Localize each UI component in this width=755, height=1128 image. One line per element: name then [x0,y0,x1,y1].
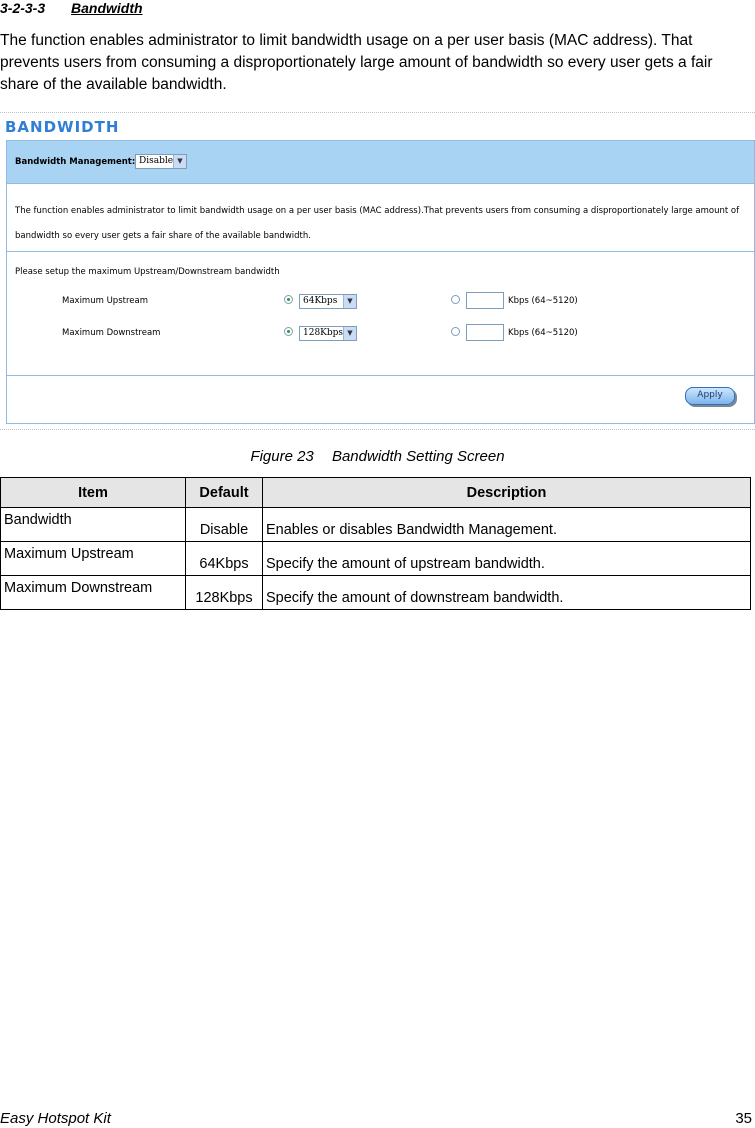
downstream-select[interactable] [299,326,357,341]
table-row [1,542,751,576]
downstream-select-value: 128Kbps [303,328,344,338]
bandwidth-items-table [0,477,751,610]
section-title: Bandwidth [71,0,143,16]
section-number: 3-2-3-3 [0,0,46,16]
upstream-preset-radio[interactable] [284,295,293,304]
upstream-custom-radio[interactable] [451,295,460,304]
downstream-unit: Kbps (64~5120) [508,328,578,338]
upstream-unit: Kbps (64~5120) [508,296,578,306]
downstream-custom-radio[interactable] [451,327,460,336]
management-select[interactable] [135,154,187,169]
cell-default: 64Kbps [186,542,263,576]
setup-label: Please setup the maximum Upstream/Downstream bandwidth [15,267,280,277]
management-label: Bandwidth Management: [15,157,136,167]
screen-title: BANDWIDTH [5,118,120,136]
downstream-label: Maximum Downstream [62,328,161,338]
intro-paragraph: The function enables administrator to limit bandwidth usage on a per user basis (MAC address). That prevents users from consuming a disproportionately large amount of bandwidth so every user gets a fair share of the available bandwidth. [0,32,713,93]
chevron-down-icon: ▼ [173,155,186,168]
header-default: Default [186,478,263,508]
section-heading [0,0,143,16]
cell-item: Maximum Downstream [1,576,186,610]
management-select-value: Disable [139,156,174,166]
table-row [1,576,751,610]
divider [7,251,754,252]
upstream-select-value: 64Kbps [303,296,338,306]
upstream-label: Maximum Upstream [62,296,148,306]
downstream-custom-input[interactable] [466,324,504,341]
upstream-custom-input[interactable] [466,292,504,309]
cell-default: Disable [186,508,263,542]
cell-item: Maximum Upstream [1,542,186,576]
chevron-down-icon: ▼ [343,327,356,340]
apply-button[interactable]: Apply [685,387,735,405]
cell-description: Specify the amount of downstream bandwidth. [263,576,751,610]
divider [7,375,754,376]
page-number: 35 [735,1110,752,1127]
figure-caption-text: Bandwidth Setting Screen [331,448,505,465]
header-description: Description [263,478,751,508]
table-header-row [1,478,751,508]
upstream-select[interactable] [299,294,357,309]
cell-default: 128Kbps [186,576,263,610]
figure-number: Figure 23 [250,448,314,465]
screen-description: The function enables administrator to limit bandwidth usage on a per user basis (MAC address).That prevents users from consuming a disproportionately large amount of bandwidth so every user gets a fair share of the available bandwidth. [15,206,740,241]
bandwidth-screenshot [0,112,755,430]
figure-caption [0,448,755,465]
management-bar [7,141,754,184]
cell-description: Specify the amount of upstream bandwidth. [263,542,751,576]
table-row [1,508,751,542]
header-item: Item [1,478,186,508]
bandwidth-panel [6,140,755,424]
cell-item: Bandwidth [1,508,186,542]
cell-description: Enables or disables Bandwidth Management. [263,508,751,542]
downstream-preset-radio[interactable] [284,327,293,336]
chevron-down-icon: ▼ [343,295,356,308]
footer-title: Easy Hotspot Kit [0,1110,111,1127]
